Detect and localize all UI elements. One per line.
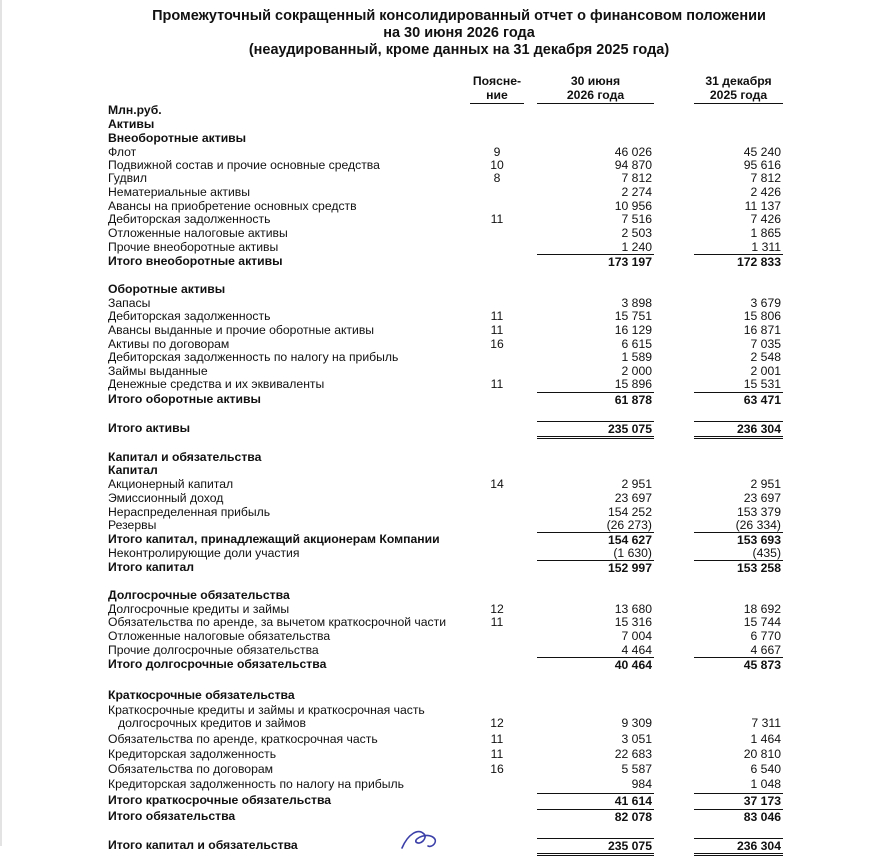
row-value-prior: 236 304 — [694, 838, 783, 856]
row-value-prior: 1 464 — [750, 732, 781, 746]
row-value-prior: 2 548 — [750, 350, 781, 364]
row-label: Прочие долгосрочные обязательства — [108, 643, 319, 657]
row-label: Авансы на приобретение основных средств — [108, 199, 357, 213]
row-label: Оборотные активы — [108, 282, 226, 296]
row-value-current: 7 004 — [621, 629, 652, 643]
row-note: 11 — [490, 212, 504, 226]
row-label: Итого капитал и обязательства — [108, 838, 298, 852]
row-label: Итого внеоборотные активы — [108, 254, 283, 268]
row-label: Прочие внеоборотные активы — [108, 240, 279, 254]
row-label: Обязательства по аренде, за вычетом краткосрочной части — [108, 615, 447, 629]
row-value-prior: 6 770 — [750, 629, 781, 643]
row-value-prior: 236 304 — [694, 421, 783, 439]
table-row — [0, 171, 894, 185]
row-label: Эмиссионный доход — [108, 491, 224, 505]
table-row — [0, 629, 894, 643]
row-value-current: 22 683 — [614, 747, 652, 761]
row-label: Запасы — [108, 296, 151, 310]
table-row — [0, 532, 894, 546]
table-row — [0, 703, 894, 717]
title-line-2: на 30 июня 2026 года — [383, 25, 535, 41]
row-value-prior: 37 173 — [694, 793, 783, 808]
row-value-current: 154 252 — [607, 505, 652, 519]
row-value-current: 40 464 — [537, 657, 654, 672]
table-row — [0, 602, 894, 616]
row-note: 10 — [490, 158, 504, 172]
table-row — [0, 450, 894, 464]
table-row — [0, 145, 894, 159]
row-note: 11 — [490, 615, 504, 629]
column-header-prior-line-2: 2025 года — [709, 88, 768, 102]
table-row — [0, 716, 894, 730]
table-row — [0, 212, 894, 226]
row-label: Краткосрочные обязательства — [108, 688, 295, 702]
row-label: Итого капитал, принадлежащий акционерам Компании — [108, 532, 440, 546]
row-value-current: 6 615 — [621, 337, 652, 351]
row-note: 11 — [490, 323, 504, 337]
row-note: 11 — [490, 309, 504, 323]
table-row — [0, 793, 894, 807]
row-value-prior: 16 871 — [743, 323, 781, 337]
table-row — [0, 762, 894, 776]
table-row — [0, 421, 894, 435]
row-label: Дебиторская задолженность по налогу на прибыль — [108, 350, 399, 364]
row-note: 16 — [490, 337, 504, 351]
row-label: Нематериальные активы — [108, 185, 251, 199]
row-note: 11 — [490, 747, 504, 761]
row-value-prior: 23 697 — [743, 491, 781, 505]
row-label: Итого оборотные активы — [108, 392, 261, 406]
row-value-current: 41 614 — [537, 793, 654, 808]
row-label: Нераспределенная прибыль — [108, 505, 271, 519]
row-value-prior: 7 035 — [750, 337, 781, 351]
row-value-current: 235 075 — [537, 421, 654, 439]
row-value-prior: 1 865 — [750, 226, 781, 240]
row-value-prior: 15 806 — [743, 309, 781, 323]
row-value-prior: 2 426 — [750, 185, 781, 199]
row-label: Долгосрочные обязательства — [108, 588, 290, 602]
row-value-current: 4 464 — [621, 643, 652, 657]
document-title — [90, 8, 828, 59]
column-header-current — [537, 74, 654, 104]
row-value-prior: 1 048 — [750, 777, 781, 791]
row-label: Подвижной состав и прочие основные средства — [108, 158, 380, 172]
row-label: Краткосрочные кредиты и займы и краткосрочная часть — [108, 703, 425, 717]
row-label: Обязательства по договорам — [108, 762, 274, 776]
row-value-prior: 3 679 — [750, 296, 781, 310]
row-value-current: 152 997 — [537, 560, 654, 575]
table-row — [0, 505, 894, 519]
row-label: Кредиторская задолженность — [108, 747, 277, 761]
row-value-prior: 45 873 — [694, 657, 783, 672]
column-header-current-line-1: 30 июня — [570, 74, 621, 88]
row-value-prior: 153 379 — [736, 505, 781, 519]
table-row — [0, 688, 894, 702]
table-row — [0, 463, 894, 477]
row-value-current: 235 075 — [537, 838, 654, 856]
row-label: Дебиторская задолженность — [108, 212, 271, 226]
row-label: долгосрочных кредитов и займов — [118, 716, 307, 730]
row-label: Дебиторская задолженность — [108, 309, 271, 323]
row-label: Млн.руб. — [108, 103, 162, 117]
row-value-prior: (435) — [752, 546, 781, 560]
table-row — [0, 377, 894, 391]
row-label: Итого долгосрочные обязательства — [108, 657, 327, 671]
row-value-prior: 7 812 — [750, 171, 781, 185]
row-value-prior: 15 744 — [743, 615, 781, 629]
row-value-prior: 18 692 — [743, 602, 781, 616]
row-value-current: 13 680 — [614, 602, 652, 616]
row-note: 16 — [490, 762, 504, 776]
column-header-note — [470, 74, 524, 104]
row-note: 8 — [493, 171, 501, 185]
row-value-current: 46 026 — [614, 145, 652, 159]
table-row — [0, 226, 894, 240]
row-value-prior: 172 833 — [694, 254, 783, 269]
table-row — [0, 323, 894, 337]
table-row — [0, 643, 894, 657]
row-value-current: 15 751 — [614, 309, 652, 323]
row-value-current: 5 587 — [621, 762, 652, 776]
table-row — [0, 777, 894, 791]
table-row — [0, 732, 894, 746]
row-value-current: 1 240 — [621, 240, 652, 254]
row-note: 11 — [490, 377, 504, 391]
table-row — [0, 158, 894, 172]
row-value-prior: 45 240 — [743, 145, 781, 159]
row-value-current: 9 309 — [621, 716, 652, 730]
table-row — [0, 199, 894, 213]
row-value-current: 15 896 — [614, 377, 652, 391]
table-row — [0, 117, 894, 131]
row-label: Займы выданные — [108, 364, 208, 378]
table-row — [0, 185, 894, 199]
row-value-prior: 83 046 — [694, 809, 783, 824]
table-row — [0, 282, 894, 296]
row-value-current: 2 951 — [621, 477, 652, 491]
row-label: Резервы — [108, 518, 157, 532]
row-label: Гудвил — [108, 171, 147, 185]
table-row — [0, 309, 894, 323]
row-label: Отложенные налоговые активы — [108, 226, 288, 240]
row-label: Флот — [108, 145, 137, 159]
table-row — [0, 477, 894, 491]
row-value-current: 154 627 — [537, 532, 654, 547]
column-header-prior — [694, 74, 783, 104]
row-value-current: 16 129 — [614, 323, 652, 337]
row-label: Кредиторская задолженность по налогу на прибыль — [108, 777, 404, 791]
title-line-3: (неаудированный, кроме данных на 31 декабря 2025 года) — [248, 42, 670, 58]
row-label: Итого капитал — [108, 560, 194, 574]
row-label: Авансы выданные и прочие оборотные активы — [108, 323, 375, 337]
row-label: Внеоборотные активы — [108, 131, 247, 145]
table-row — [0, 809, 894, 823]
table-row — [0, 103, 894, 117]
table-row — [0, 392, 894, 406]
row-value-prior: 15 531 — [743, 377, 781, 391]
row-value-prior: 153 258 — [694, 560, 783, 575]
row-value-prior: 63 471 — [694, 392, 783, 407]
row-label: Денежные средства и их эквиваленты — [108, 377, 325, 391]
table-row — [0, 350, 894, 364]
row-value-current: 2 274 — [621, 185, 652, 199]
column-header-current-line-2: 2026 года — [566, 88, 625, 102]
row-label: Итого краткосрочные обязательства — [108, 793, 332, 807]
table-row — [0, 240, 894, 254]
row-value-prior: 95 616 — [743, 158, 781, 172]
table-row — [0, 588, 894, 602]
row-value-current: 1 589 — [621, 350, 652, 364]
table-row — [0, 491, 894, 505]
row-label: Неконтролирующие доли участия — [108, 546, 300, 560]
row-value-current: 82 078 — [537, 809, 654, 824]
row-label: Отложенные налоговые обязательства — [108, 629, 331, 643]
row-label: Акционерный капитал — [108, 477, 234, 491]
table-row — [0, 296, 894, 310]
row-value-prior: 2 951 — [750, 477, 781, 491]
table-row — [0, 615, 894, 629]
row-value-current: 173 197 — [537, 254, 654, 269]
row-value-prior: 20 810 — [743, 747, 781, 761]
row-note: 12 — [490, 716, 504, 730]
table-row — [0, 254, 894, 268]
table-row — [0, 364, 894, 378]
row-note: 11 — [490, 732, 504, 746]
row-value-current: 7 812 — [621, 171, 652, 185]
row-label: Долгосрочные кредиты и займы — [108, 602, 290, 616]
row-value-current: 3 898 — [621, 296, 652, 310]
column-header-prior-line-1: 31 декабря — [705, 74, 772, 88]
table-row — [0, 747, 894, 761]
row-value-current: (1 630) — [613, 546, 652, 560]
row-value-current: 61 878 — [537, 392, 654, 407]
title-line-1: Промежуточный сокращенный консолидированный отчет о финансовом положении — [152, 8, 766, 24]
row-value-prior: 7 426 — [750, 212, 781, 226]
row-value-current: 15 316 — [614, 615, 652, 629]
row-value-current: 10 956 — [614, 199, 652, 213]
row-note: 12 — [490, 602, 504, 616]
column-header-note-line-1: Поясне- — [472, 74, 522, 88]
row-value-prior: 4 667 — [750, 643, 781, 657]
signature-mark — [398, 828, 448, 850]
column-header-note-line-2: ние — [486, 88, 508, 102]
row-value-prior: 11 137 — [744, 199, 781, 213]
row-value-current: 94 870 — [614, 158, 652, 172]
row-value-prior: 7 311 — [751, 716, 781, 730]
row-value-current: 23 697 — [614, 491, 652, 505]
table-row — [0, 657, 894, 671]
row-label: Итого активы — [108, 421, 190, 435]
row-value-current: 3 051 — [621, 732, 652, 746]
row-value-prior: 6 540 — [750, 762, 781, 776]
row-label: Капитал — [108, 463, 158, 477]
row-note: 9 — [493, 145, 501, 159]
row-value-current: 984 — [631, 777, 652, 791]
row-label: Активы по договорам — [108, 337, 230, 351]
row-value-current: 7 516 — [621, 212, 652, 226]
table-row — [0, 518, 894, 532]
table-row — [0, 337, 894, 351]
row-value-prior: 2 001 — [750, 364, 781, 378]
table-row — [0, 131, 894, 145]
row-note: 14 — [490, 477, 504, 491]
row-value-current: 2 503 — [621, 226, 652, 240]
row-label: Обязательства по аренде, краткосрочная часть — [108, 732, 378, 746]
table-row — [0, 560, 894, 574]
table-row — [0, 546, 894, 560]
row-label: Итого обязательства — [108, 809, 236, 823]
row-value-current: 2 000 — [621, 364, 652, 378]
row-value-current: (26 273) — [606, 518, 652, 532]
row-label: Капитал и обязательства — [108, 450, 262, 464]
row-value-prior: 1 311 — [751, 240, 781, 254]
row-value-prior: (26 334) — [735, 518, 781, 532]
row-value-prior: 153 693 — [694, 532, 783, 547]
row-label: Активы — [108, 117, 155, 131]
